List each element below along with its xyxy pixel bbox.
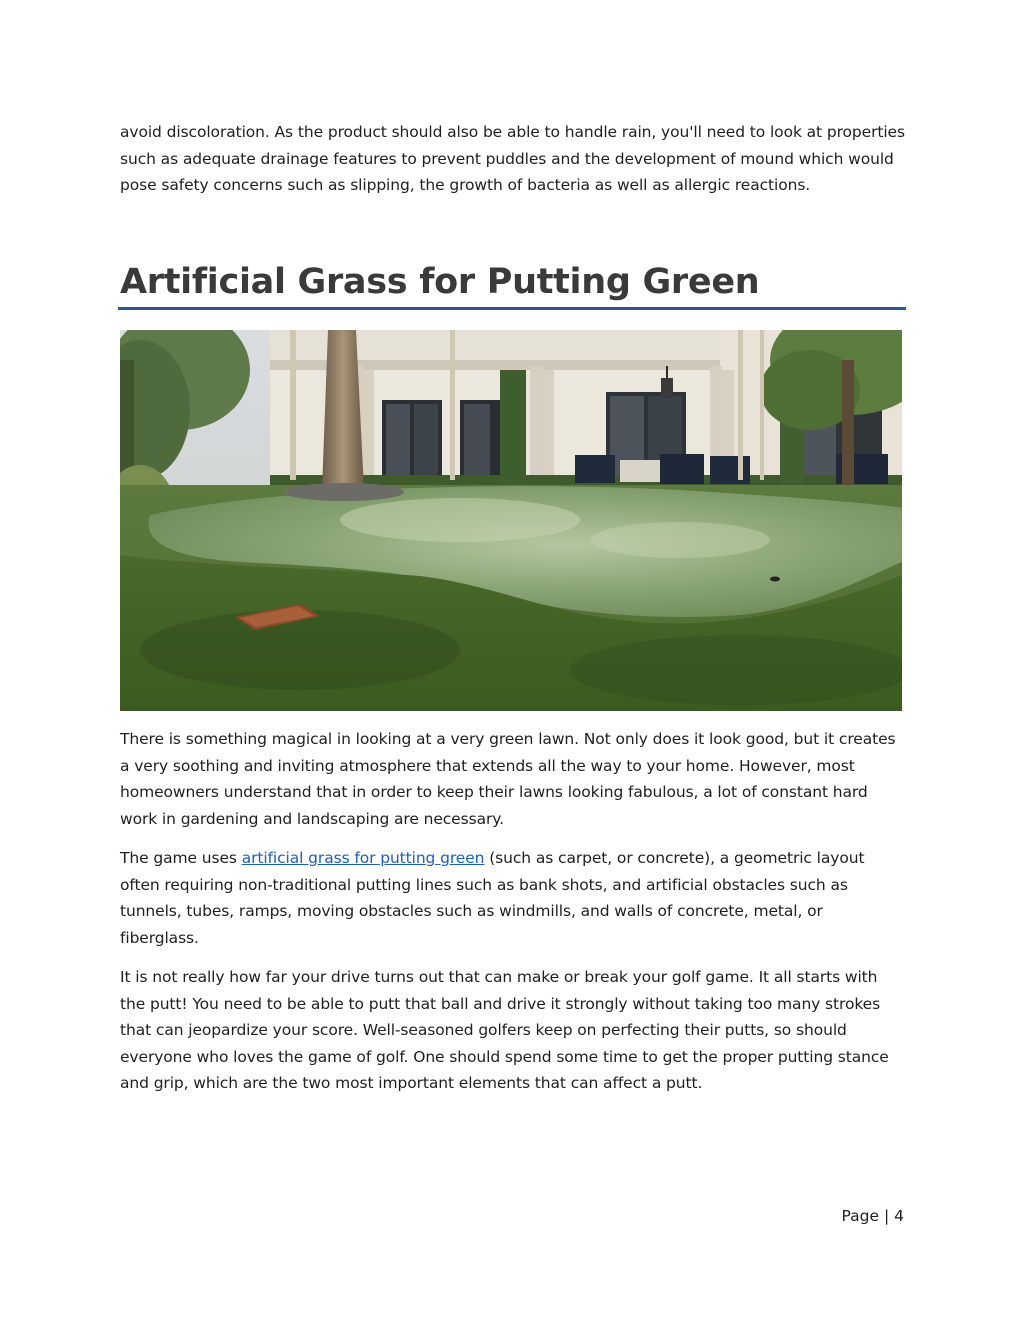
heading-underline-rule [118, 307, 906, 310]
paragraph-game-description [120, 845, 905, 951]
paragraph-text-before-link: The game uses [120, 849, 242, 867]
paragraph-text-after-link: (such as carpet, or concrete), a geometric layout often requiring non-traditional putting lines such as bank shots, and artificial obstacles such as tunnels, tubes, ramps, moving obstacles such as windmills, and walls of concrete, metal, or fiberglass. [120, 849, 865, 947]
putting-green-photo [120, 330, 902, 711]
paragraph-putting-tips: It is not really how far your drive turns out that can make or break your golf game. It all starts with the putt! You need to be able to putt that ball and drive it strongly without taking too many strokes that can jeopardize your score. Well-seasoned golfers keep on perfecting their putts, so should everyone who loves the game of golf. One should spend some time to get the proper putting stance and grip, which are the two most important elements that can affect a putt. [120, 968, 889, 1092]
putting-green-link[interactable]: artificial grass for putting green [241, 849, 485, 867]
paragraph-lawn-intro: There is something magical in looking at a very green lawn. Not only does it look good, but it creates a very soothing and inviting atmosphere that extends all the way to your home. However, most homeowners understand that in order to keep their lawns looking fabulous, a lot of constant hard work in gardening and landscaping are necessary. [120, 730, 896, 828]
page-number-footer: Page | 4 [841, 1207, 904, 1225]
intro-paragraph: avoid discoloration. As the product should also be able to handle rain, you'll need to look at properties such as adequate drainage features to prevent puddles and the development of mound which would pose safety concerns such as slipping, the growth of bacteria as well as allergic reactions. [120, 123, 905, 194]
section-heading: Artificial Grass for Putting Green [120, 262, 760, 302]
